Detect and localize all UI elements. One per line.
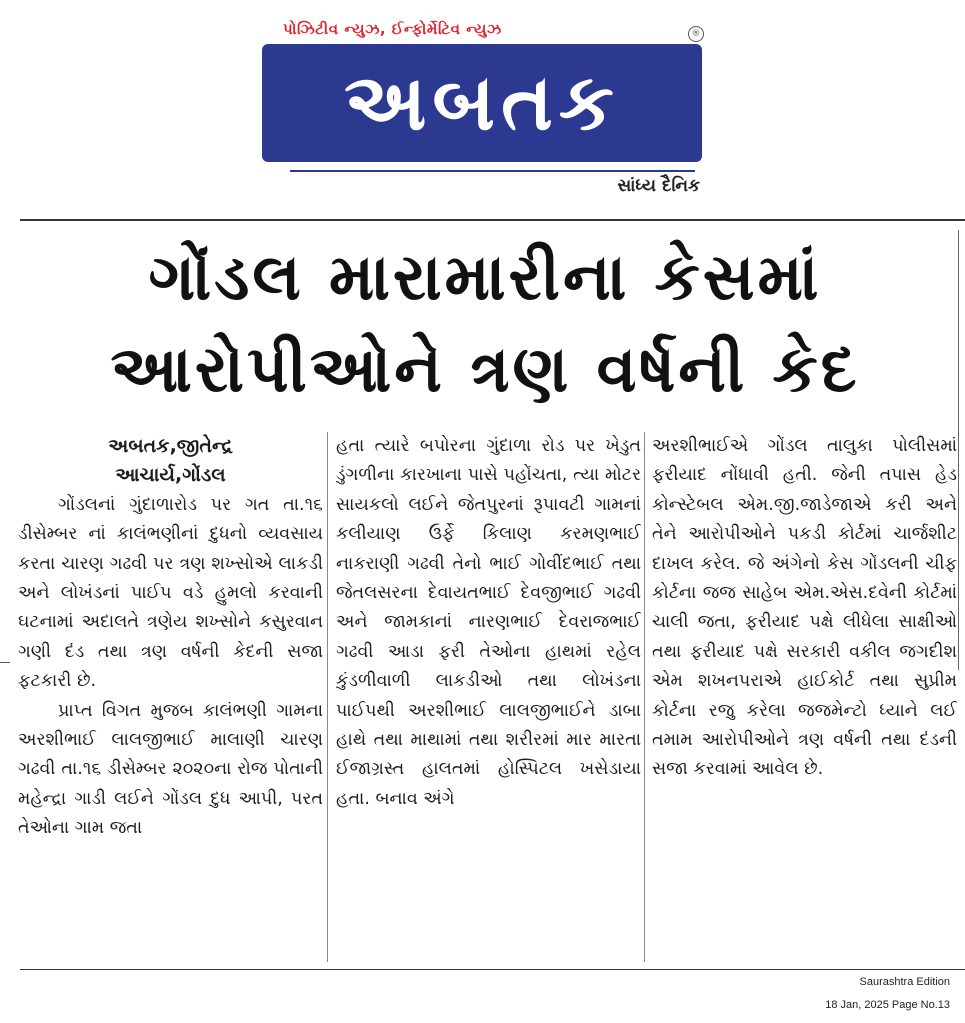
side-margin-line [958,230,965,670]
tagline: પોઝિટીવ ન્યુઝ, ઈન્ફોર્મેટિવ ન્યુઝ [283,20,502,38]
column-divider [327,432,328,962]
fold-mark [0,662,10,663]
masthead [0,0,965,215]
bottom-divider [20,969,965,970]
column-divider [644,432,645,962]
article-paragraph: હતા ત્યારે બપોરના ગુંદાળા રોડ પર ખેડુત ડુંગળીના કારખાના પાસે પહોંચતા, ત્યા મોટર સાયકલો લઈને જેતપુરનાં રૂપાવટી ગામનાં કલીયાણ ઉર્ફે કિલાણ કરમણભાઈ નાકરાણી ગઢવી તેનો ભાઈ ગોવીંદભાઈ તથા જેતલસરના દેવાયતભાઈ દેવજીભાઈ ગઢવી અને જામકાનાં નારણભાઈ દેવરાજભાઈ ગઢવી આડા ફરી તેઓના હાથમાં રહેલ કુંડળીવાળી લાકડીઓ તથા લોખંડના પાઈપથી અરશીભાઈ લાલજીભાઈને ડાબા હાથે તથા માથામાં તથા શરીરમાં માર મારતા ઈજાગ્રસ્ત હાલતમાં હોસ્પિટલ ખસેડાયા હતા. બનાવ અંગે [336,436,641,809]
top-divider [20,219,965,221]
newspaper-logo: અબતક [262,44,702,162]
article-paragraph: ગોંડલનાં ગુંદાળારોડ પર ગત તા.૧૬ ડીસેમ્બર નાં કાલંભણીનાં દુધનો વ્યવસાય કરતા ચારણ ગઢવી પર ત્રણ શખ્સોએ લાકડી અને લોખંડનાં પાઈપ વડે હુમલો કરવાની ઘટનામાં અદાલતે ત્રણેય શખ્સોને કસુરવાન ગણી દંડ તથા ત્રણ વર્ષની કેદની સજા ફટકારી છે. [18,494,323,692]
logo-underline [290,170,695,172]
article-column-2 [336,432,641,967]
edition-label: Saurashtra Edition [859,976,950,988]
registered-mark-icon: ® [688,26,704,42]
article-paragraph: અરશીભાઈએ ગોંડલ તાલુકા પોલીસમાં ફરીયાદ નોંધાવી હતી. જેની તપાસ હેડ કોન્સ્ટેબલ એમ.જી.જાડેજાએ કરી અને તેને આરોપીઓને પકડી કોર્ટમાં ચાર્જશીટ દાખલ કરેલ. જે અંગેનો કેસ ગોંડલની ચીફ કોર્ટના જજ સાહેબ એમ.એસ.દવેની કોર્ટમાં ચાલી જતા, ફરીયાદ પક્ષે લીધેલા સાક્ષીઓ તથા ફરીયાદ પક્ષે સરકારી વકીલ જગદીશ એમ શખનપરાએ હાઈકોર્ટ તથા સુપ્રીમ કોર્ટના રજુ કરેલા જજમેન્ટો ધ્યાને લઈ તમામ આરોપીઓને ત્રણ વર્ષની તથા દંડની સજા કરવામાં આવેલ છે. [652,436,957,780]
article-paragraph: પ્રાપ્ત વિગત મુજબ કાલંભણી ગામના અરશીભાઈ લાલજીભાઈ માલાણી ચારણ ગઢવી તા.૧૬ ડીસેમ્બર ૨૦૨૦ના રોજ પોતાની મહેન્દ્રા ગાડી લઈને ગોંડલ દુધ આપી, પરત તેઓના ગામ જતા [18,700,323,839]
masthead-subtitle: સાંધ્ય દૈનિક [617,176,700,196]
date-page-label: 18 Jan, 2025 Page No.13 [825,999,950,1011]
article-headline: ગોંડલ મારામારીના કેસમાં આરોપીઓને ત્રણ વર્ષની કેદ [110,241,860,407]
byline-location: આચાર્ય,ગોંડલ [115,464,226,487]
byline-author: અબતક,જીતેન્દ્ર [108,435,233,457]
article-column-3 [652,432,957,967]
article-column-1 [18,432,323,967]
